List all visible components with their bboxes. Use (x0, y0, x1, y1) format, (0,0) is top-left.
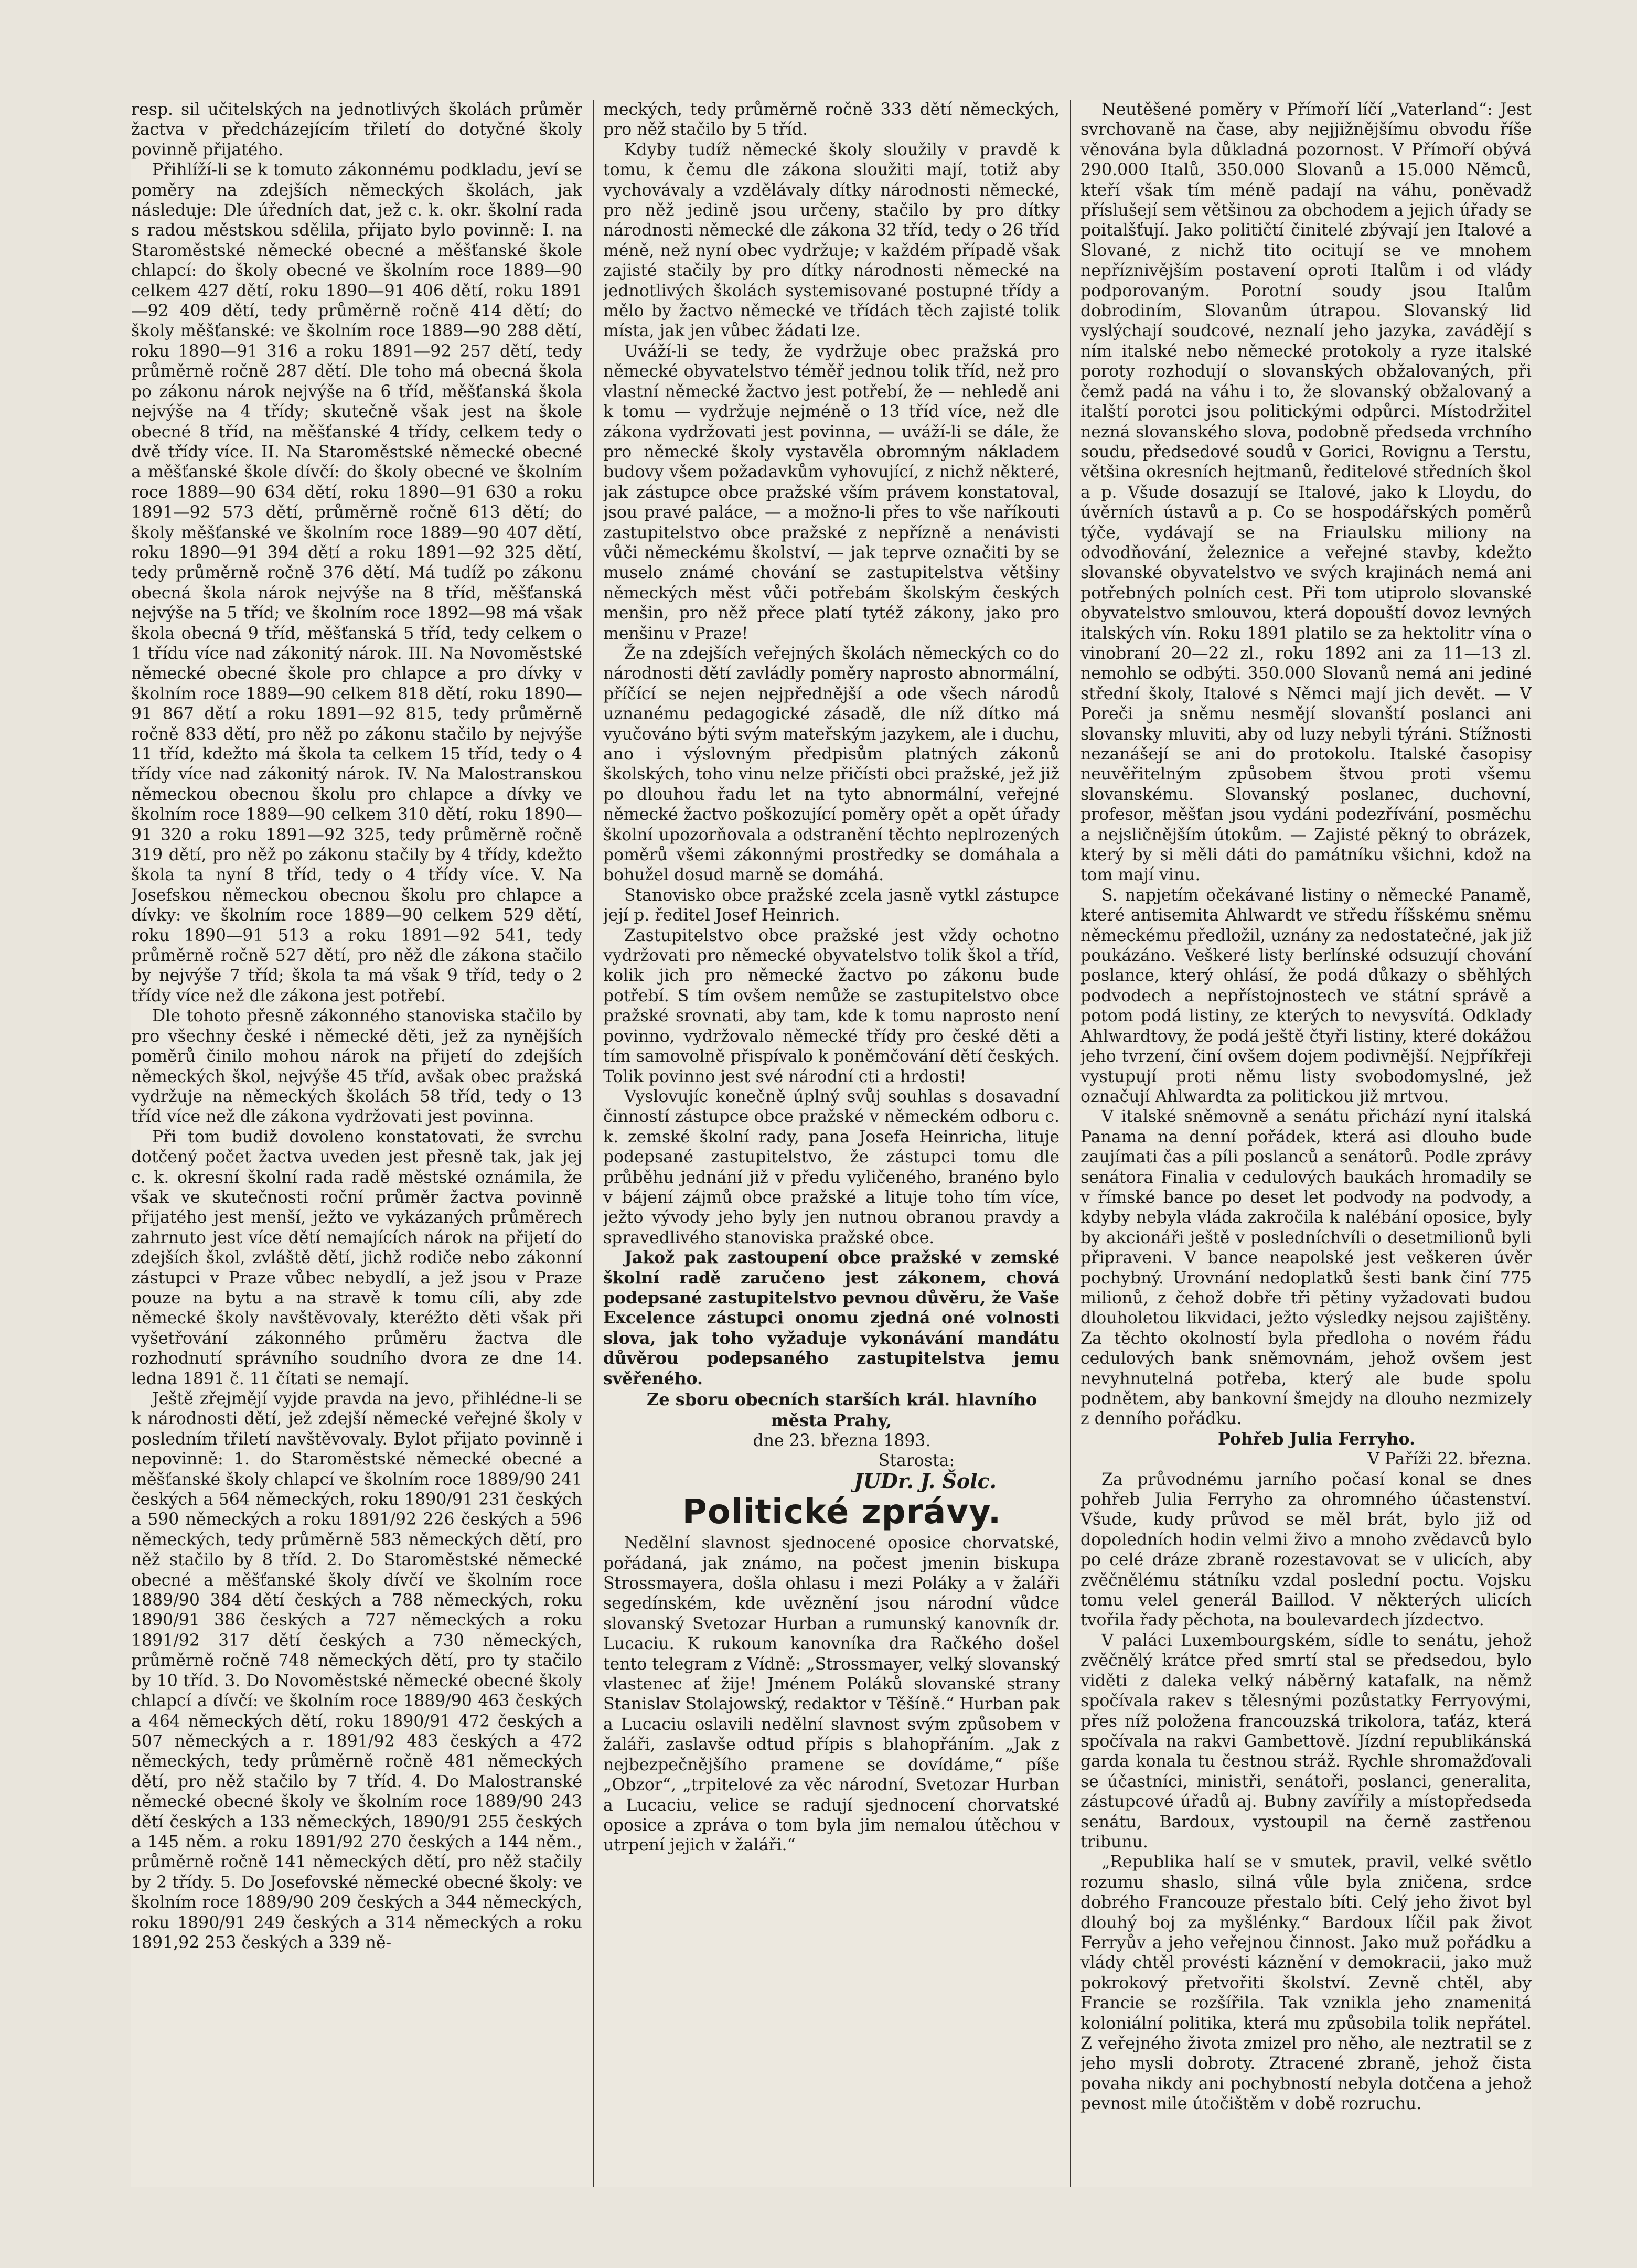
resolution-date: dne 23. března 1893. (753, 1431, 931, 1450)
newspaper-page (131, 100, 1532, 2187)
paragraph: V italské sněmovně a senátu přichází nyní italská Panama na denní pořádek, která asi dlouho bude zaujímati čas a píli poslanců a senátorů. Podle zprávy senátora Finalia v cedulových baukách hromadily se v římské bance po deset let podvody na podvody, a kdyby nebyla vláda zakročila k nalébání oposice, byly by akcionáři ještě v posledníchvíli o desetmilionů byli připraveni. V bance neapolské jest veškeren úvěr pochybný. Urovnání nedoplatků šesti bank činí 775 milionů, z čehož dobře tři pětiny vyžadovati budou dlouholetou likvidaci, ježto výsledky nejsou zajištěny. Za těchto okolností byla předloha o novém řádu cedulových bank sněmovnám, jehož ovšem jest nevyhnutelná potřeba, který ale bude spolu podnětem, aby bankovní šmejdy na dlouho nezmizely z denního pořádku. (1080, 1107, 1532, 1429)
paragraph: Dle tohoto přesně zákonného stanoviska stačilo by pro všechny české i německé děti, jež za nynějších poměrů činilo mohou nárok na přijetí do zdejších německých škol, nejvýše 45 tříd, avšak obec pražská vydržuje na německých školách 58 tříd, tedy o 13 tříd více než dle zákona vydržovati jest povinna. (131, 1007, 582, 1127)
column-divider (1070, 100, 1071, 2187)
column-divider (593, 100, 594, 2187)
paragraph: „Republika halí se v smutek, pravil, velké světlo rozumu shaslo, silná vůle byla zničena, srdce dobrého Francouze přestalo bíti. Celý jeho život byl dlouhý boj za myšlénky.“ Bardoux líčil pak život Ferryův a jeho veřejnou činnost. Jako muž pořádku a vlády chtěl provésti káznění v demokracii, jako muž pokrokový přetvořiti školství. Zevně chtěl, aby Francie se rozšířila. Tak vznikla jeho znamenitá koloniální politika, která mu způsobila tolik nepřátel. Z veřejného života zmizel pro něho, ale neztratil se z jeho mysli dobroty. Ztracené zbraně, jehož čista povaha nikdy ani pochybností nebyla dotčena a jehož pevnost mile útočištěm v době rozruchu. (1080, 1853, 1532, 2114)
paragraph: Kdyby tudíž německé školy sloužily v pravdě k tomu, k čemu dle zákona sloužiti mají, totiž aby vychovávaly a vzdělávaly dítky národnosti německé, pro něž jedině jsou určeny, stačilo by pro dítky národnosti německé dle zákona 32 tříd, tedy o 26 tříd méně, než nyní obec vydržuje; v každém případě však zajisté stačily by pro dítky národnosti německé na jednotlivých školách systemisované postupné třídy a mělo by žactvo německé ve třídách těch zajisté tolik místa, jak jen vůbec žádati lze. (603, 140, 1060, 341)
paragraph: Zastupitelstvo obce pražské jest vždy ochotno vydržovati pro německé obyvatelstvo tolik škol a tříd, kolik jich pro německé žactvo po zákonu bude potřebí. S tím ovšem nemůže se zastupitelstvo obce pražské srovnati, aby tam, kde k tomu naprosto není povinno, vydržovalo německé třídy pro české děti a tím samovolně přispívalo k poněmčování dětí českých. Tolik povinno jest své národní cti a hrdosti! (603, 926, 1060, 1086)
paragraph: meckých, tedy průměrně ročně 333 dětí německých, pro něž stačilo by 5 tříd. (603, 100, 1060, 140)
paragraph: Jakož pak zastoupení obce pražské v zemské školní radě zaručeno jest zákonem, chová podepsané zastupitelstvo pevnou důvěru, že Vaše Excelence zástupci onomu zjedná oné volnosti slova, jak toho vyžaduje vykonávání mandátu důvěrou podepsaného zastupitelstva jemu svěřeného. (603, 1248, 1060, 1388)
paragraph: Stanovisko obce pražské zcela jasně vytkl zástupce její p. ředitel Josef Heinrich. (603, 885, 1060, 925)
paragraph: Nedělní slavnost sjednocené oposice chorvatské, pořádaná, jak známo, na počest jmenin biskupa Strossmayera, došla ohlasu i mezi Poláky a v žaláři segedínském, kde uvěznění jsou národní vůdce slovanský Svetozar Hurban a rumunský kanovník dr. Lucaciu. K rukoum kanovníka dra Račkého došel tento telegram z Vídně: „Strossmayer, velký slovanský vlastenec ať žije! Jménem Poláků slovanské strany Stanislav Stolajowský, redaktor v Těšíně.“ Hurban pak a Lucaciu oslavili nedělní slavnost svým způsobem v žaláři, zaslavše odtud přípis s blahopřáním. „Jak z nejbezpečnějšího pramene se dovídáme,“ píše „Obzor“, „trpitelové za věc národní, Svetozar Hurban a Lucaciu, velice se radují sjednocení chorvatské oposice a zpráva o tom byla jim nemalou útěchou v utrpení jejich v žaláři.“ (603, 1534, 1060, 1855)
column-1 (131, 100, 582, 2187)
paragraph: Uváží-li se tedy, že vydržuje obec pražská pro německé obyvatelstvo téměř jednou tolik tříd, než pro vlastní německé žactvo jest potřebí, že — nehledě ani k tomu — vydržuje nejméně o 13 tříd více, než dle zákona vydržovati jest povinna, — uváží-li se dále, že pro německé školy vystavěla obromným nákladem budovy všem požadavkům vyhovující, z nichž některé, jak zástupce obce pražské vším právem konstatoval, jsou pravé paláce, — a možno-li přes to vše naříkouti zastupitelstvo obce pražské z nepřízně a nenávisti vůči německému školství, — jak teprve označiti by se muselo známé chování se zastupitelstva většiny německých měst vůči potřebám školským českých menšin, pro něž přece platí tytéž zákony, jako pro menšinu v Praze! (603, 341, 1060, 643)
paragraph: Při tom budiž dovoleno konstatovati, že svrchu dotčený počet žactva uveden jest přesně tak, jak jej c. k. okresní školní rada radě městské oznámila, že však ve skutečnosti roční průměr žactva povinně přijatého jest menší, ježto ve vykázaných průměrech zahrnuto jest více dětí nemajících nárok na přijetí do zdejších škol, zvláště dětí, jichž rodiče nebo zákonní zástupci v Praze vůbec nebydlí, a jež jsou v Praze pouze na bytu a na stravě k tomu cíli, aby zde německé školy navštěvovaly, kteréžto děti však při vyšetřování zákonného průměru žactva dle rozhodnutí správního soudního dvora ze dne 14. ledna 1891 č. 11 čítati se nemají. (131, 1127, 582, 1388)
paragraph: resp. sil učitelských na jednotlivých školách průměr žactva v předcházejícím třiletí do dotyčné školy povinně přijatého. (131, 100, 582, 159)
paragraph: Že na zdejších veřejných školách německých co do národnosti dětí zavládly poměry naprosto abnormální, příčící se nejen nejpřednější a ode všech národů uznanému pedagogické zásadě, dle níž dítko má vyučováno býti svým mateřským jazykem, ale i duchu, ano i výslovným předpisům platných zákonů školských, toho vinu nelze přičísti obci pražské, jež již po dlouhou řadu let na tyto abnormální, veřejné německé žactvo poškozující poměry opět a opět úřady školní upozorňovala a odstranění těchto neplrozených poměrů všemi zákonnými prostředky se domáhala a bohužel dosud marně se domáhá. (603, 644, 1060, 885)
paragraph: S. napjetím očekávané listiny o německé Panamě, které antisemita Ahlwardt ve středu říšskému sněmu německému předložil, uznány za nedostatečné, jak již poukázáno. Veškeré listy berlínské odsuzují chování poslance, který ohlásí, že podá důkazy o sběhlých podvodech a nepřístojnostech ve státní správě a potom podá listiny, ze kterých to nevysvítá. Odklady Ahlwardtovy, že podá ještě čtyři listiny, které dokážou jeho tvrzení, činí ovšem dojem podivnější. Nejpříkřeji vystupují proti němu listy svobodomyslné, jež označují Ahlwardta za politickou již mrtvou. (1080, 885, 1532, 1106)
column-3 (1080, 100, 1532, 2187)
section-title: Politické zprávy. (682, 1493, 1002, 1532)
paragraph: V paláci Luxembourgském, sídle to senátu, jehož zvěčnělý krátce před smrtí stal se předsedou, bylo viděti z daleka velký náběrný katafalk, na němž spočívala rakev s tělesnými pozůstatky Ferryovými, přes níž položena francouzská trikolora, taťáz, která spočívala na rakvi Gambettově. Jízdní republikánská garda konala tu čestnou stráž. Rychle shromažďovali se účastníci, ministři, senátoři, poslanci, generalita, zástupcové úřadů aj. Bubny zavířily a místopředseda senátu, Bardoux, vystoupil na černě zastřenou tribunu. (1080, 1631, 1532, 1852)
resolution-signature-body: Ze sboru obecních starších král. hlavního města Prahy, (646, 1389, 1037, 1430)
article-title: Pohřeb Julia Ferryho. (1217, 1429, 1415, 1449)
column-2 (603, 100, 1060, 2187)
paragraph: Přihlíží-li se k tomuto zákonnému podkladu, jeví se poměry na zdejších německých školách, jak následuje: Dle úředních dat, jež c. k. okr. školní rada s radou městskou sdělila, přijato bylo povinně: I. na Staroměstské německé obecné a měšťanské škole chlapcí: do školy obecné ve školním roce 1889—90 celkem 427 dětí, roku 1890—91 406 dětí, roku 1891—92 409 dětí, tedy průměrně ročně 414 dětí; do školy měšťanské: ve školním roce 1889—90 288 dětí, roku 1890—91 316 a roku 1891—92 257 dětí, tedy průměrně ročně 287 dětí. Dle toho má obecná škola po zákonu nárok nejvýše na 6 tříd, měšťanská škola nejvýše na 4 třídy; skutečně však jest na škole obecné 8 tříd, na měšťanské 4 třídy, celkem tedy o dvě třídy více. II. Na Staroměstské německé obecné a měšťanské škole dívčí: do školy obecné ve školním roce 1889—90 634 dětí, roku 1890—91 630 a roku 1891—92 573 dětí, průměrně ročně 613 dětí; do školy měšťanské ve školním roce 1889—90 407 dětí, roku 1890—91 394 dětí a roku 1891—92 325 dětí, tedy průměrně ročně 376 dětí. Má tudíž po zákonu obecná škola nárok nejvýše na 8 tříd, měšťanská nejvýše na 5 tříd; ve školním roce 1892—98 má však škola obecná 9 tříd, měšťanská 5 tříd, tedy celkem o 1 třídu více nad zákonitý nárok. III. Na Novoměstské německé obecné škole pro chlapce a pro dívky v školním roce 1889—90 celkem 818 dětí, roku 1890—91 867 dětí a roku 1891—92 815, tedy průměrně ročně 833 dětí, pro něž po zákonu stačilo by nejvýše 11 tříd, kdežto má škola ta celkem 15 tříd, tedy o 4 třídy více nad zákonitý nárok. IV. Na Malostranskou německou obecnou školu pro chlapce a dívky ve školním roce 1889—90 celkem 310 dětí, roku 1890—91 320 a roku 1891—92 325, tedy průměrně ročně 319 dětí, pro něž po zákonu stačily by 4 třídy, kdežto škola ta nyní 8 tříd, tedy o 4 třídy více. V. Na Josefskou německou obecnou školu pro chlapce a dívky: ve školním roce 1889—90 celkem 529 dětí, roku 1890—91 513 a roku 1891—92 541, tedy průměrně ročně 527 dětí, pro něž dle zákona stačilo by nejvýše 7 tříd; škola ta má však 9 tříd, tedy o 2 třídy více než dle zákona jest potřebí. (131, 161, 582, 1005)
signature-name: JUDr. J. Šolc. (853, 1469, 997, 1493)
article-dateline: V Paříži 22. března. (1367, 1450, 1532, 1469)
paragraph: Vyslovujíc konečně úplný svůj souhlas s dosavadní činností zástupce obce pražské v německém odboru c. k. zemské školní rady, pana Josefa Heinricha, lituje podepsané zastupitelstvo, že zástupci tomu dle průběhu jednání již v předu vyličeného, branénо bylo v bájení zájmů obce pražské a lituje toho tím více, ježto vývody jeho byly jen nutnou obranou pravdy a spravedlivého stanoviska pražské obce. (603, 1087, 1060, 1247)
signature-label: Starosta: (878, 1451, 955, 1471)
paragraph: Ještě zřejmějí vyjde pravda na jevo, přihlédne-li se k národnosti dětí, jež zdejší německé veřejné školy v posledním třiletí navštěvovaly. Bylot přijato povinně i nepovinně: 1. do Staroměstské německé obecné a měšťanské školy chlapcí ve školním roce 1889/90 241 českých a 564 německých, roku 1890/91 231 českých a 590 německých a roku 1891/92 226 českých a 596 německých, tedy průměrně 583 německých dětí, pro něž stačilo by 8 tříd. 2. Do Staroměstské německé obecné a měšťanské školy dívčí ve školním roce 1889/90 384 dětí českých a 788 německých, roku 1890/91 386 českých a 727 německých a roku 1891/92 317 dětí českých a 730 německých, průměrně ročně 748 německých dětí, pro ty stačilo by 10 tříd. 3. Do Novoměstské německé obecné školy chlapcí a dívčí: ve školním roce 1889/90 463 českých a 464 německých dětí, roku 1890/91 472 českých a 507 německých a r. 1891/92 483 českých a 472 německých, tedy průměrně ročně 481 německých dětí, pro něž stačilo by 7 tříd. 4. Do Malostranské německé obecné školy ve školním roce 1889/90 243 dětí českých a 133 německých, 1890/91 255 českých a 145 něm. a roku 1891/92 270 českých a 144 něm., průměrně ročně 141 německých dětí, pro něž stačily by 2 třídy. 5. Do Josefovské německé obecné školy: ve školním roce 1889/90 209 českých a 344 německých, roku 1890/91 249 českých a 314 německých a roku 1891,92 253 českých a 339 ně- (131, 1389, 582, 1952)
paragraph: Neutěšené poměry v Přímoří líčí „Vaterland“: Jest svrchovaně na čase, aby nejjižnějšímu obvodu říše věnována byla důkladná pozornost. V Přímoří obývá 290.000 Italů, 350.000 Slovanů a 15.000 Němců, kteří však tím méně padají na váhu, poněvadž příslušejí sem většinou za obchodem a jejich úřady se poitalšťují. Jako političtí činitelé zbývají jen Italové a Slované, z nichž tito ocitují se ve mnohem nepříznivějším postavení oproti Italům i od vlády podporovaným. Porotní soudy jsou Italům dobrodiním, Slovanům útrapou. Slovanský lid vyslýchají soudcové, neznalí jeho jazyka, zavádějí s ním italské nebo německé protokoly a ryze italské poroty rozhodují o slovanských obžalovaných, při čemž padá na váhu i to, že slovanský obžalovaný a italští porotci jsou politickými odpůrci. Místodržitel nezná slovanského slova, podobně předseda vrchního soudu, předsedové soudů v Gorici, Rovignu a Terstu, většina okresních hejtmanů, ředitelové středních škol a p. Všude dosazují se Italové, jako k Lloydu, do úvěrních ústavů a p. Co se hospodářských poměrů týče, vydávají se na Friaulsku miliony na odvodňování, železnice a veřejné stavby, kdežto slovanské obyvatelstvo ve svých krajinách nemá ani potřebných polních cest. Při tom utiprolo slovanské obyvatelstvo smlouvou, která dopouští dovoz levných italských vín. Roku 1891 platilo se za hektolitr vína o vinobraní 20—22 zl., roku 1892 ani za 11—13 zl. nemohlo se odbýti. 350.000 Slovanů nemá ani jediné střední školy, Italové s Němci mají jich devět. — V Poreči ja sněmu nesmějí slovanští poslanci ani slovansky mluviti, aby od luzy nebyli týráni. Stížnosti nezanášejí se ani do protokolu. Italské časopisy neuvěřitelným způsobem štvou proti všemu slovanskému. Slovanský poslanec, duchovní, profesor, měšťan jsou vydáni podezřívání, posměchu a nejsličnějším útokům. — Zajisté pěkný to obrázek, který by si měli dáti do památníku všichni, kdož na tom mají vinu. (1080, 100, 1532, 885)
paragraph: Za průvodnému jarního počasí konal se dnes pohřeb Julia Ferryho za ohromného účastenství. Všude, kudy průvod se měl brát, bylo již od dopoledních hodin velmi živo a mnoho zvědavců bylo po celé dráze zbraně rozestavovat se v ulicích, aby zvěčnělému státníku vzdal poslední poctu. Vojsku tomu velel generál Baillod. V některých ulicích tvořila řady pěchota, na boulevardech jízdectvo. (1080, 1470, 1532, 1630)
